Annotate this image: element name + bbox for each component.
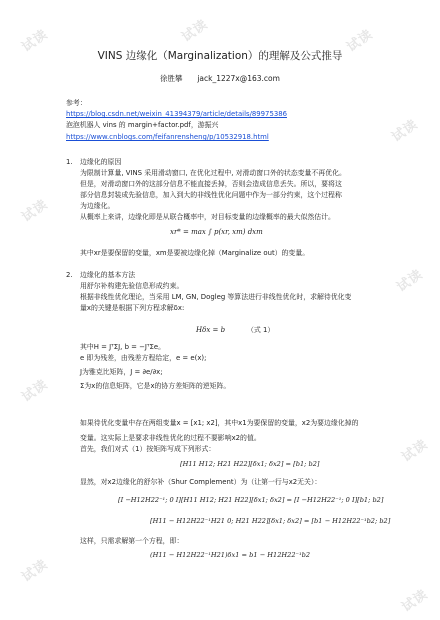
section-2-para: Σ为x的信息矩阵，它是x的协方差矩阵的逆矩阵。 (80, 382, 231, 390)
ref-link-1[interactable]: https://blog.csdn.net/weixin_41394379/article/details/89975386 (66, 110, 287, 118)
watermark: 试读 (389, 116, 421, 146)
section-2-para: 显然，对x2边缘化的舒尔补（Shur Complement）为（让第一行与x2无关）： (80, 478, 322, 486)
watermark: 试读 (179, 16, 211, 46)
refs-label: 参考： (66, 99, 87, 107)
doc-title: VINS 边缘化（Marginalization）的理解及公式推导 (97, 50, 343, 62)
watermark: 试读 (399, 586, 431, 616)
equation-final: (H11 − H12H22⁻¹H21)δx1 = b1 − H12H22⁻¹b2 (150, 551, 311, 559)
watermark: 试读 (19, 376, 51, 406)
doc-author-line (0, 73, 440, 84)
equation-1: Hδx = b (196, 326, 226, 334)
equation-max-likelihood: xr* = max ∫ p(xr, xm) dxm (170, 228, 263, 236)
equation-schur-result: [H11 − H12H22⁻¹H21 0; H21 H22][δx1; δx2] = [b1 − H12H22⁻¹b2; b2] (150, 517, 391, 525)
section-2-para: 量x的关键是根据下列方程求解δx: (80, 304, 185, 312)
section-1-para: 但是，对滑动窗口外的这部分信息不能直接丢掉，否则会造成信息丢失。所以，要将这 (80, 180, 342, 188)
section-1-para: 为限制计算量, VINS 采用滑动窗口, 在优化过程中, 对滑动窗口外的状态变量不再优化。 (80, 169, 346, 177)
section-2-heading: 边缘化的基本方法 (80, 271, 136, 279)
equation-schur-complement: [I −H12H22⁻¹; 0 I][H11 H12; H21 H22][δx1; δx2] = [I −H12H22⁻¹; 0 I][b1; b2] (118, 496, 384, 504)
ref-text: 泡泡机器人 vins 的 margin+factor.pdf，游振兴 (66, 121, 219, 129)
section-2-para: 根据非线性优化理论，当采用 LM, GN, Dogleg 等算法进行非线性优化时，求解待优化变 (80, 293, 352, 301)
section-1-para: 部分信息封装成先验信息，加入到大的非线性优化问题中作为一部分约束，这个过程称 (80, 191, 342, 199)
watermark: 试读 (399, 436, 431, 466)
section-2-para: e 即为残差，由残差方程给定，e = e(x); (80, 354, 207, 362)
section-1-para: 从概率上来讲，边缘化即是从联合概率中，对目标变量的边缘概率的最大似然估计。 (80, 213, 335, 221)
watermark: 试读 (19, 26, 51, 56)
section-2-para: 首先，我们对式（1）按矩阵写成下列形式： (80, 445, 216, 453)
watermark: 试读 (19, 556, 51, 586)
section-2-para: J为雅克比矩阵，J = ∂e/∂x; (80, 368, 163, 376)
section-1-number: 1. (66, 158, 73, 166)
section-2-para: 用舒尔补构建先验信息形成约束。 (80, 282, 184, 290)
section-2-para: 其中H = JᵀΣJ, b = −JᵀΣe。 (80, 343, 166, 351)
equation-1-tag: （式 1） (247, 326, 275, 334)
section-1-heading: 边缘化的原因 (80, 158, 122, 166)
section-1-para: 为边缘化。 (80, 202, 115, 210)
section-2-para: 如果待优化变量中存在两组变量x = [x1; x2]，其中x1为要保留的变量，x2为要边缘化掉的 (80, 419, 359, 427)
watermark: 试读 (19, 196, 51, 226)
section-2-number: 2. (66, 271, 73, 279)
ref-link-2[interactable]: https://www.cnblogs.com/feifanrensheng/p/10532918.html (66, 133, 269, 141)
author-name: 徐胜攀 (160, 74, 183, 83)
section-2-para: 这样，只需求解第一个方程，即： (80, 537, 184, 545)
author-email: jack_1227x@163.com (197, 74, 280, 83)
watermark: 试读 (394, 266, 426, 296)
section-1-para: 其中xr是要保留的变量，xm是要被边缘化掉（Marginalize out）的变量。 (80, 249, 310, 257)
equation-block-matrix: [H11 H12; H21 H22][δx1; δx2] = [b1; b2] (180, 460, 320, 468)
section-2-para: 变量。这实际上是要求非线性优化的过程不要影响x2的值。 (80, 434, 261, 442)
watermark: 试读 (344, 26, 376, 56)
